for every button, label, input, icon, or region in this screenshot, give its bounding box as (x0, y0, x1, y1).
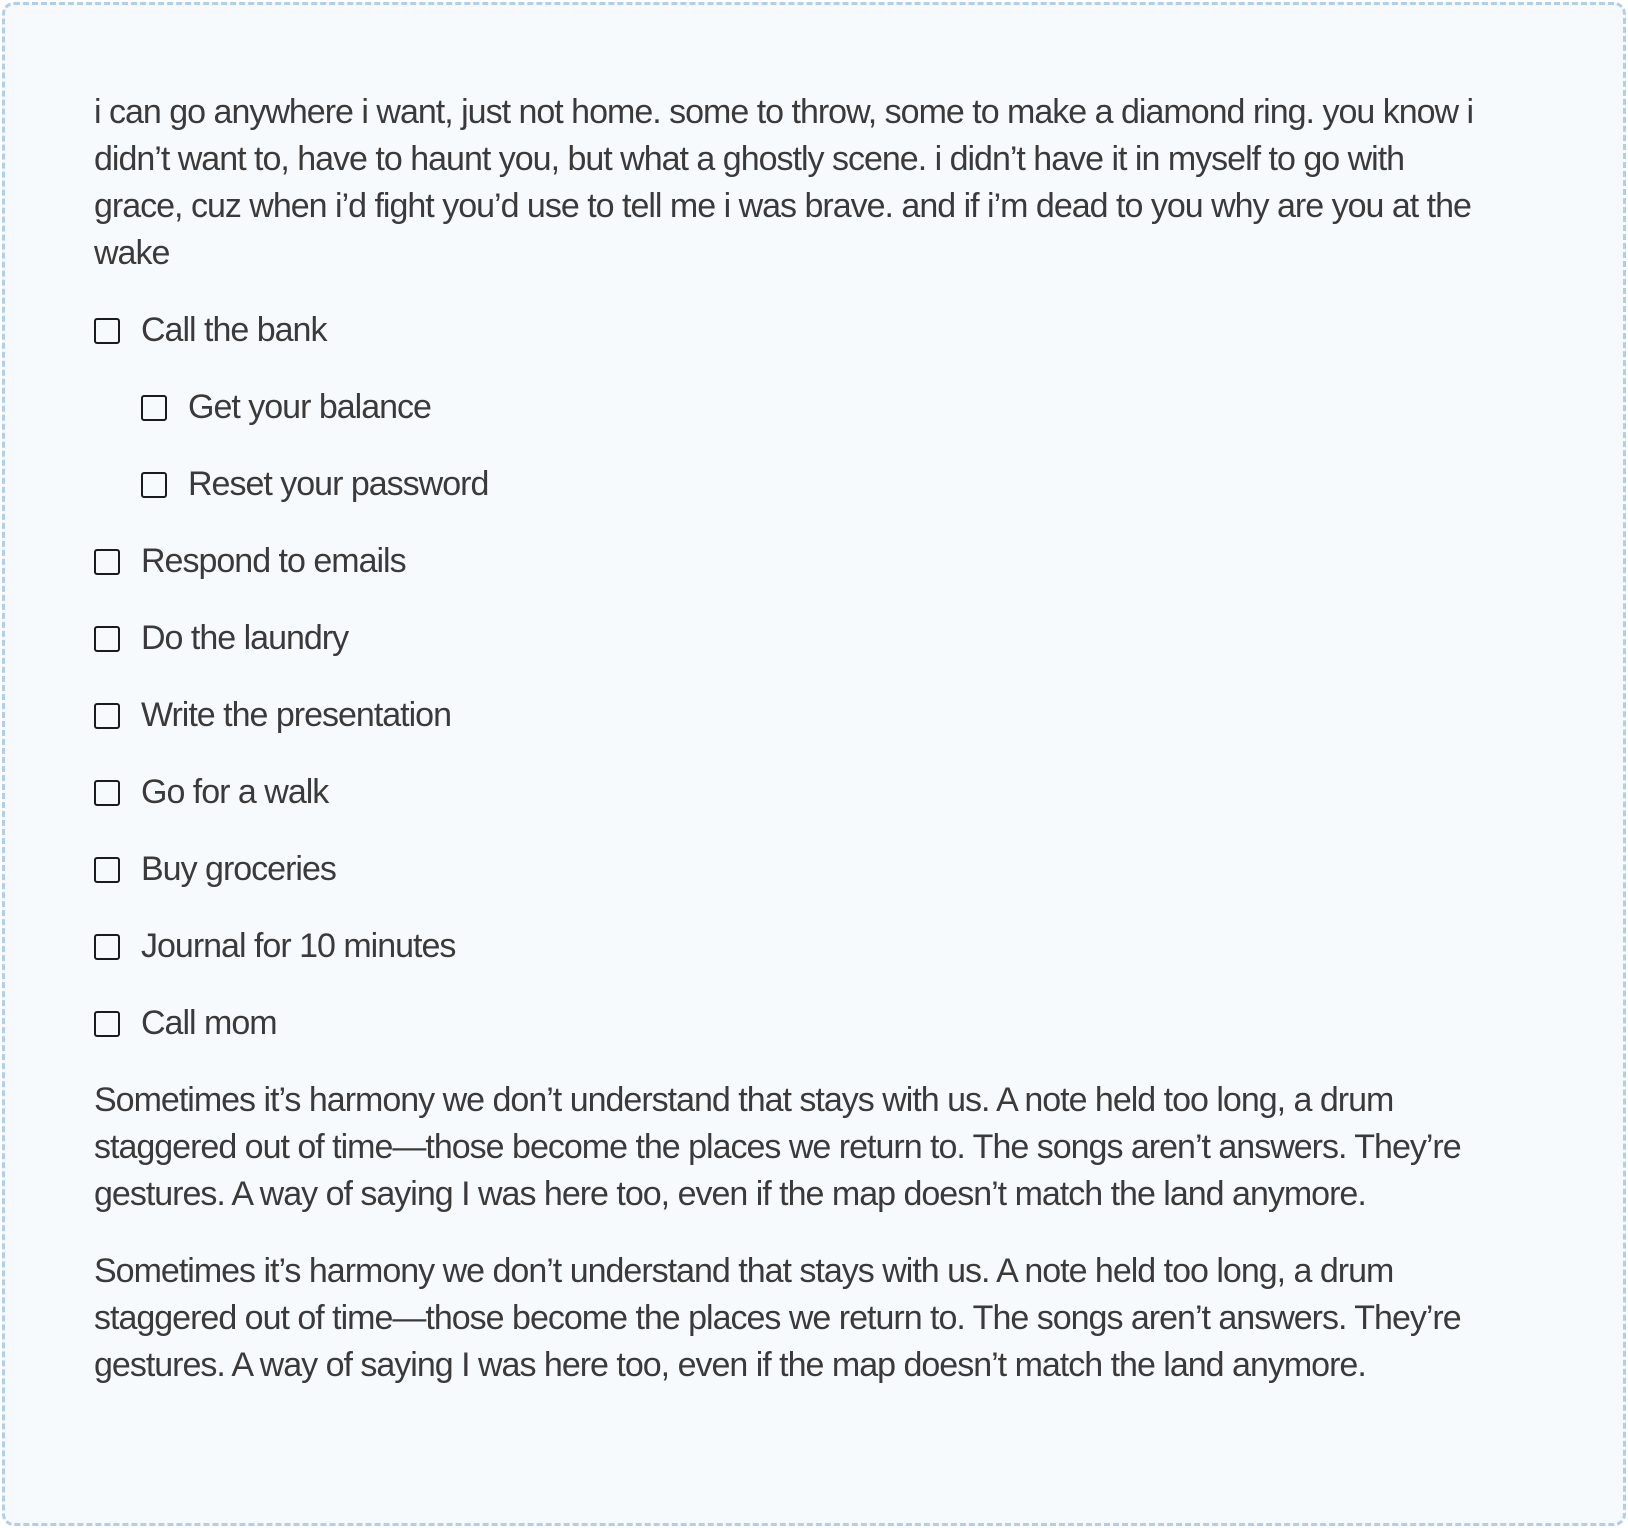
closing-paragraph-1: Sometimes it’s harmony we don’t understand that stays with us. A note held too long, a drum staggered out of time—those become the places we return to. The songs aren’t answers. They’re gestures. A way of saying I was here too, even if the map doesn’t match the land anymore. (94, 1081, 1461, 1213)
todo-checkbox[interactable] (94, 549, 120, 575)
todo-item[interactable] (94, 846, 1479, 893)
todo-item[interactable] (94, 615, 1479, 662)
todo-label: Call mom (141, 1004, 277, 1042)
todo-item[interactable] (94, 923, 1479, 970)
todo-item[interactable] (141, 461, 1479, 508)
todo-label: Call the bank (141, 311, 327, 349)
closing-paragraph-2: Sometimes it’s harmony we don’t understand that stays with us. A note held too long, a drum staggered out of time—those become the places we return to. The songs aren’t answers. They’re gestures. A way of saying I was here too, even if the map doesn’t match the land anymore. (94, 1252, 1461, 1384)
document-page (2, 2, 1626, 1526)
todo-label: Reset your password (188, 465, 489, 503)
todo-label: Respond to emails (141, 542, 406, 580)
todo-item[interactable] (94, 538, 1479, 585)
todo-checkbox[interactable] (94, 626, 120, 652)
todo-checkbox[interactable] (94, 857, 120, 883)
todo-label: Journal for 10 minutes (141, 927, 456, 965)
todo-item[interactable] (94, 1000, 1479, 1047)
intro-paragraph: i can go anywhere i want, just not home. some to throw, some to make a diamond ring. you know i didn’t want to, have to haunt you, but what a ghostly scene. i didn’t have it in myself to go with grace, cuz when i’d fight you’d use to tell me i was brave. and if i’m dead to you why are you at the wake (94, 93, 1474, 272)
todo-label: Do the laundry (141, 619, 349, 657)
todo-checkbox[interactable] (94, 703, 120, 729)
todo-item[interactable] (94, 307, 1479, 354)
checklist (94, 307, 1479, 1047)
todo-label: Get your balance (188, 388, 431, 426)
todo-checkbox[interactable] (141, 472, 167, 498)
todo-label: Write the presentation (141, 696, 451, 734)
todo-item[interactable] (141, 384, 1479, 431)
todo-checkbox[interactable] (94, 1011, 120, 1037)
todo-item[interactable] (94, 692, 1479, 739)
todo-checkbox[interactable] (94, 780, 120, 806)
document-body (94, 89, 1479, 1389)
todo-checkbox[interactable] (94, 934, 120, 960)
todo-label: Buy groceries (141, 850, 336, 888)
todo-label: Go for a walk (141, 773, 329, 811)
todo-checkbox[interactable] (94, 318, 120, 344)
todo-item[interactable] (94, 769, 1479, 816)
todo-checkbox[interactable] (141, 395, 167, 421)
